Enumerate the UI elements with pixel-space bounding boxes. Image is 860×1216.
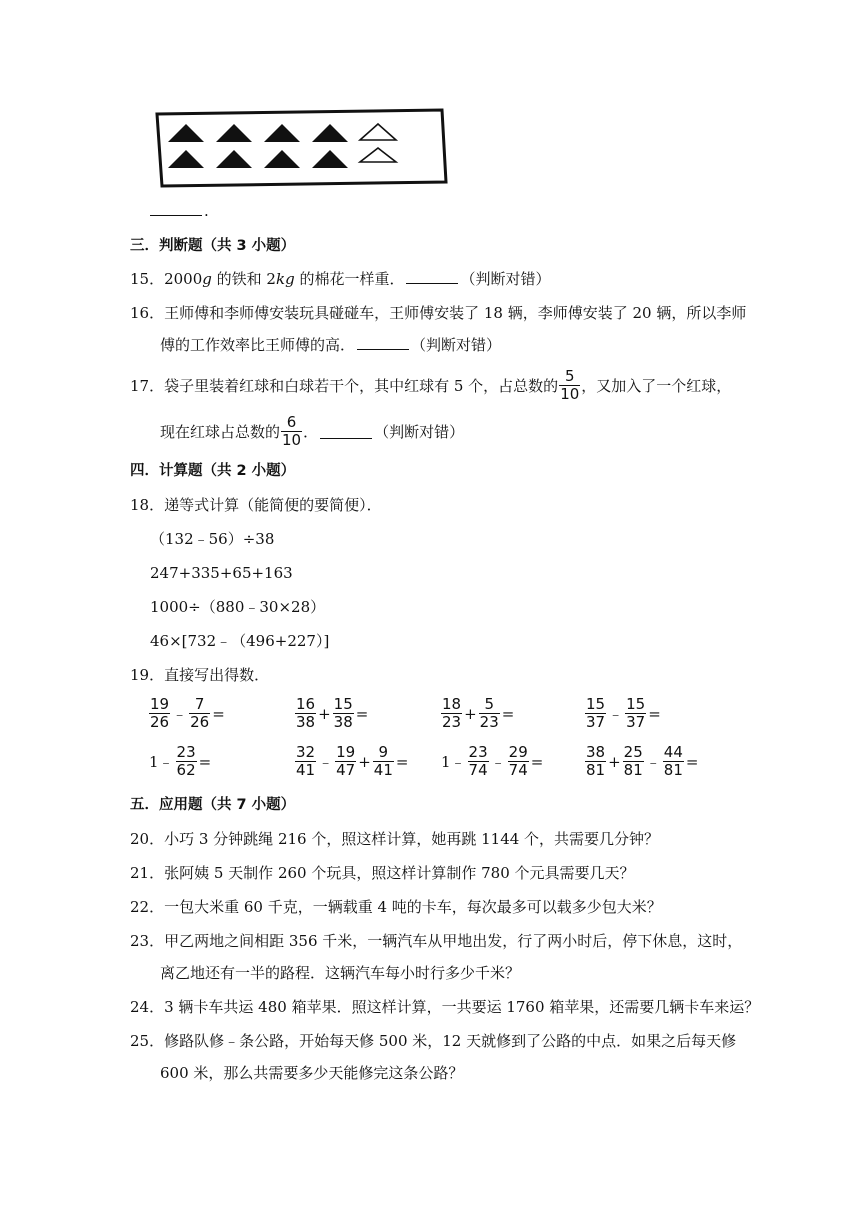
- question-25-line2: 600 米，那么共需要多少天能修完这条公路？: [160, 1064, 464, 1082]
- q19-r1-item4: $\frac{15}{37}$ ﹣ $\frac{15}{37}$ =: [586, 695, 661, 731]
- question-15: [130, 268, 550, 290]
- q19-r1-item1: $\frac{19}{26}$ ﹣ $\frac{7}{26}$ =: [150, 695, 225, 731]
- q22-number: 22．: [130, 898, 165, 916]
- q24-text: 3 辆卡车共运 480 箱苹果．照这样计算，一共要运 1760 箱苹果，还需要几辆卡车来运？: [164, 998, 760, 1016]
- q20-number: 20．: [130, 830, 165, 848]
- question-23-line1: [130, 930, 742, 952]
- question-22: [130, 896, 662, 918]
- hollow-triangle-row2: [360, 148, 396, 162]
- q17-tail: （判断对错）: [374, 422, 465, 441]
- q19-r2-item3: 1﹣ $\frac{23}{74}$ ﹣ $\frac{29}{74}$ =: [441, 743, 544, 779]
- q19-r2-item4: $\frac{38}{81}$ + $\frac{25}{81}$ ﹣ $\frac{44}{81}$ =: [586, 743, 699, 779]
- q17-text-line1b: ，又加入了一个红球，: [581, 376, 732, 395]
- q17-fraction-2: $\frac{6}{10}$: [282, 413, 302, 449]
- question-17-line2: [160, 414, 464, 449]
- question-16-line2: [160, 334, 501, 356]
- triangle-figure: [150, 104, 450, 190]
- section5-heading: 五．应用题（共 7 小题）: [130, 797, 296, 813]
- figure-border: [157, 110, 446, 186]
- q18-item-3: 1000÷（880﹣30×28）: [150, 598, 326, 616]
- q15-unit-kg: kg: [275, 270, 295, 288]
- q16-text-line2: 傅的工作效率比王师傅的高．: [160, 336, 356, 354]
- q16-answer-blank[interactable]: [357, 335, 409, 350]
- q15-number: 15．: [130, 270, 165, 288]
- q15-tail: （判断对错）: [460, 270, 551, 288]
- question-19: [130, 664, 269, 686]
- q16-text-line1: 王师傅和李师傅安装玩具碰碰车，王师傅安装了 18 辆，李师傅安装了 20 辆，所以李师: [164, 304, 747, 322]
- q22-text: 一包大米重 60 千克，一辆载重 4 吨的卡车，每次最多可以载多少包大米？: [164, 898, 662, 916]
- question-23-line2: 离乙地还有一半的路程．这辆汽车每小时行多少千米？: [160, 964, 521, 982]
- filled-triangles-row2: [168, 150, 348, 168]
- q16-tail: （判断对错）: [411, 336, 502, 354]
- q20-text: 小巧 3 分钟跳绳 216 个，照这样计算，她再跳 1144 个，共需要几分钟？: [164, 830, 660, 848]
- q15-text-b: 的铁和 2: [211, 270, 276, 288]
- section4-heading: 四．计算题（共 2 小题）: [130, 463, 296, 479]
- q19-text: 直接写出得数．: [164, 666, 270, 684]
- q15-answer-blank[interactable]: [406, 269, 458, 284]
- question-20: [130, 828, 659, 850]
- q15-text-a: 2000: [164, 270, 203, 288]
- figure-answer-blank[interactable]: [150, 200, 209, 222]
- q15-unit-g: g: [202, 270, 212, 288]
- q15-text-c: 的棉花一样重．: [294, 270, 405, 288]
- answer-suffix: .: [204, 202, 209, 220]
- question-21: [130, 862, 635, 884]
- q19-r1-item2: $\frac{16}{38}$ + $\frac{15}{38}$ =: [296, 695, 369, 731]
- q17-text-line2a: 现在红球占总数的: [160, 422, 281, 441]
- q25-number: 25．: [130, 1032, 165, 1050]
- q18-item-2: 247+335+65+163: [150, 564, 293, 582]
- question-16-line1: [130, 302, 746, 324]
- q23-text-line1: 甲乙两地之间相距 356 千米，一辆汽车从甲地出发，行了两小时后，停下休息，这时，: [164, 932, 743, 950]
- q17-number: 17．: [130, 376, 165, 395]
- q17-text-line1a: 袋子里装着红球和白球若干个，其中红球有 5 个，占总数的: [164, 376, 559, 395]
- q19-number: 19．: [130, 666, 165, 684]
- q18-text: 递等式计算（能简便的要简便）．: [164, 496, 382, 514]
- q18-item-1: （132﹣56）÷38: [150, 530, 275, 548]
- question-24: [130, 996, 759, 1018]
- q17-answer-blank[interactable]: [320, 424, 372, 439]
- question-17-line1: [130, 368, 731, 403]
- q19-r2-item1: 1﹣ $\frac{23}{62}$ =: [149, 743, 212, 779]
- q24-number: 24．: [130, 998, 165, 1016]
- q18-item-4: 46×[732﹣（496+227）]: [150, 632, 330, 650]
- q25-text-line1: 修路队修﹣条公路，开始每天修 500 米，12 天就修到了公路的中点．如果之后每天修: [164, 1032, 737, 1050]
- section3-heading: 三．判断题（共 3 小题）: [130, 238, 296, 254]
- hollow-triangle-row1: [360, 124, 396, 140]
- q21-text: 张阿姨 5 天制作 260 个玩具，照这样计算制作 780 个元具需要几天？: [164, 864, 635, 882]
- q18-number: 18．: [130, 496, 165, 514]
- q17-text-line2b: ．: [303, 422, 319, 441]
- q16-number: 16．: [130, 304, 165, 322]
- q19-r1-item3: $\frac{18}{23}$ + $\frac{5}{23}$ =: [442, 695, 515, 731]
- q17-fraction-1: $\frac{5}{10}$: [560, 367, 580, 403]
- q21-number: 21．: [130, 864, 165, 882]
- filled-triangles-row1: [168, 124, 348, 142]
- q19-r2-item2: $\frac{32}{41}$ ﹣ $\frac{19}{47}$ + $\frac{9}{41}$ =: [296, 743, 409, 779]
- question-18: [130, 494, 382, 516]
- q23-number: 23．: [130, 932, 165, 950]
- question-25-line1: [130, 1030, 736, 1052]
